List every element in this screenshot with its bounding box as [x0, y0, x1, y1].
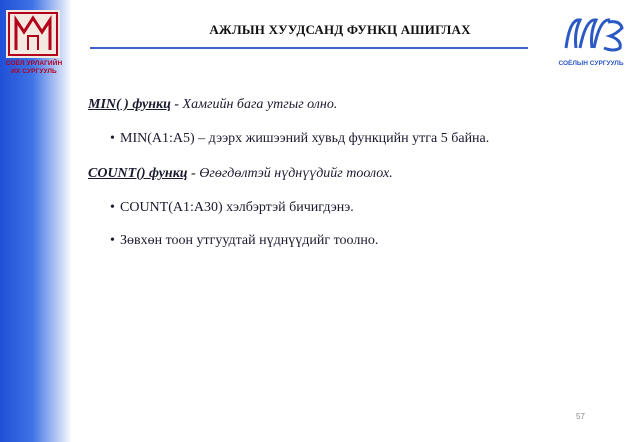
title-underline-divider [90, 47, 528, 49]
min-function-description: Хамгийн бага утгыг олно. [182, 97, 338, 112]
count-function-description: Өгөгдөлтэй нүднүүдийг тоолох. [199, 166, 393, 181]
left-logo-caption [2, 60, 66, 76]
university-logo-icon [6, 10, 60, 58]
count-bullet-text-1: COUNT(A1:A30) хэлбэртэй бичигдэнэ. [120, 200, 354, 215]
min-bullet-item [88, 130, 608, 148]
left-logo-caption-line1: СОЁЛ УРЛАГИЙН [5, 60, 63, 67]
count-function-dash: - [187, 166, 200, 181]
count-bullet-text-2: Зөвхөн тоон утгуудтай нүднүүдийг тоолно. [120, 233, 379, 248]
page-number: 57 [576, 412, 585, 421]
bullet-icon: • [110, 233, 115, 248]
min-bullet-text: MIN(A1:A5) – дээрх жишээний хувьд функцийн утга 5 байна. [120, 131, 490, 146]
right-logo-caption: СОЁЛЫН СУРГУУЛЬ [558, 60, 624, 67]
min-function-dash: - [170, 97, 183, 112]
count-function-name: COUNT() функц [88, 166, 188, 181]
count-bullet-item [88, 199, 608, 217]
bullet-icon: • [110, 131, 115, 146]
count-function-heading [88, 165, 608, 183]
slide-content [88, 96, 608, 250]
bullet-icon: • [110, 200, 115, 215]
left-logo-caption-line2: ИХ СУРГУУЛЬ [11, 68, 57, 75]
count-bullet-item [88, 232, 608, 250]
page-title: АЖЛЫН ХУУДСАНД ФУНКЦ АШИГЛАХ [209, 22, 471, 37]
min-function-name: MIN( ) функц [88, 97, 171, 112]
min-function-heading [88, 96, 608, 114]
school-logo-icon [560, 12, 628, 54]
